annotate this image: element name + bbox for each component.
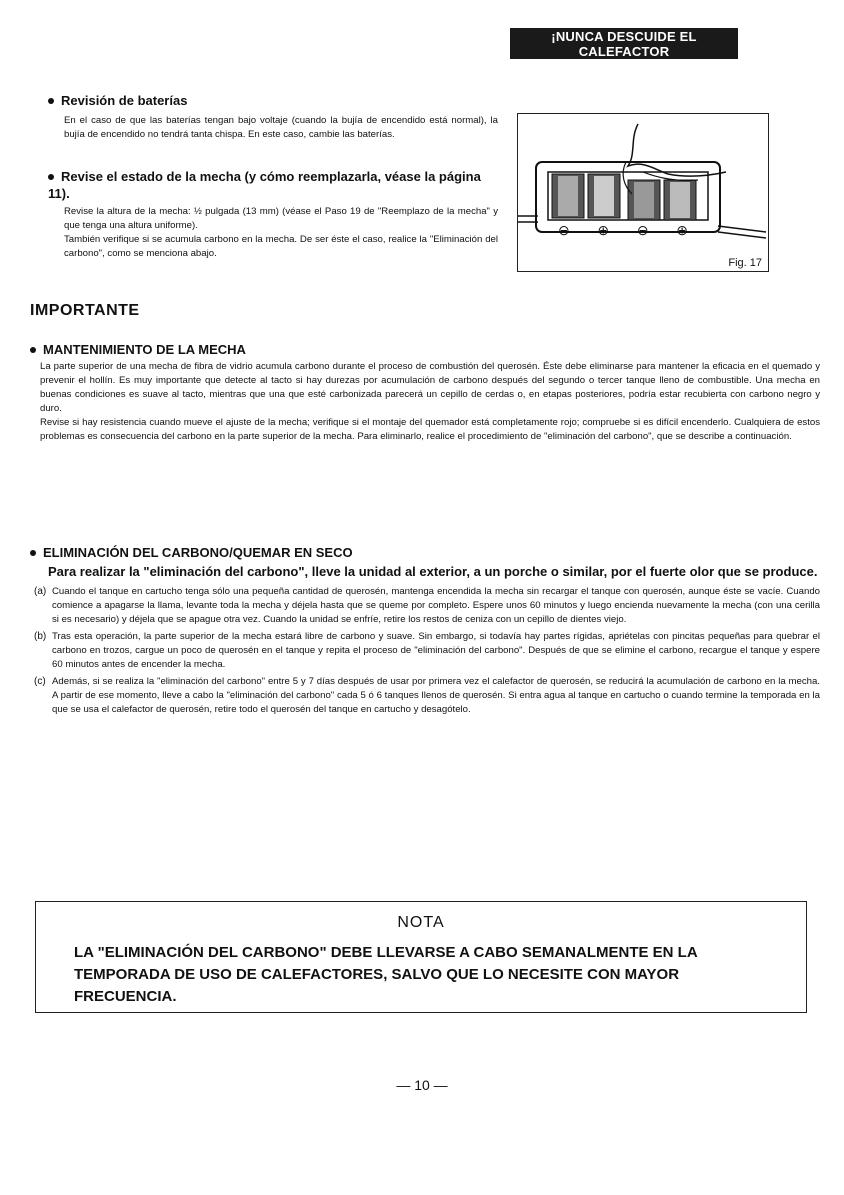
note-box [35,901,807,1013]
bullet-icon [48,98,54,104]
polarity-sign: ⊖ [636,222,649,238]
maintenance-text2: Revise si hay resistencia cuando mueve el ajuste de la mecha; verifique si el montaje del quemador está completamente rojo; compruebe si es difícil encenderlo. Cualquiera de estos problemas es consecuencia del carbono en la parte superior de la mecha. Para eliminarlo, realice el procedimiento de "eliminación del carbono", que se describe a continuación. [40,417,820,442]
polarity-sign: ⊕ [597,222,610,238]
list-item-label: (b) [34,631,47,642]
battery-compartment-illustration [518,114,768,271]
list-item-text: Cuando el tanque en cartucho tenga sólo una pequeña cantidad de querosén, mantenga encendida la mecha sin recargar el tanque con querosén, aunque éste se vacíe. Cuando comience a apagarse la llama, levante toda la mecha y déjela hasta que se queme por completo. Espere unos 60 minutos y luego encienda nuevamente la mecha (con una cerilla si es necesario) y déjela que se apague otra vez. Cuando la unidad se enfríe, retire los restos de ceniza con un cepillo de dientes viejo. [52,586,820,625]
battery-section [48,93,498,142]
wick-check-section [48,168,498,261]
figure-17 [517,113,769,272]
list-item-label: (a) [34,586,47,597]
list-item [34,630,820,672]
polarity-sign: ⊕ [676,222,688,238]
polarity-sign: ⊖ [558,222,570,238]
wick-check-text2: También verifique si se acumula carbono en la mecha. De ser éste el caso, realice la "Eliminación del carbono", como se menciona abajo. [64,234,498,259]
list-item-text: Además, si se realiza la "eliminación del carbono" entre 5 y 7 días después de usar por primera vez el calefactor de querosén, se reducirá la acumulación de carbono en la mecha. A partir de ese momento, lleve a cabo la "eliminación del carbono" cada 5 ó 6 tanques llenos de querosén. Si entra agua al tanque en cartucho o cuando termine la temporada en la que se usa el calefactor de querosén, retire todo el querosén del tanque en cartucho y desagótelo. [52,676,820,715]
carbon-removal-subheading: Para realizar la "eliminación del carbono", lleve la unidad al exterior, a un porche o similar, por el fuerte olor que se produce. [48,564,818,579]
list-item-label: (c) [34,676,46,687]
carbon-removal-section [30,545,820,717]
carbon-removal-list [34,585,820,717]
warning-banner-line1: ¡NUNCA DESCUIDE EL CALEFACTOR [551,29,697,59]
bullet-icon [30,550,36,556]
note-title: NOTA [397,914,445,931]
polarity-signs [558,222,688,239]
bullet-icon [48,174,54,180]
maintenance-text: La parte superior de una mecha de fibra de vidrio acumula carbono durante el proceso de combustión del querosén. Éste debe eliminarse para mantener la eficacia en el quemado y prevenir el hollín. Es muy importante que detecte al tacto si hay durezas por acumulación de carbono después del segundo o tercer tanque lleno de combustible. Una mecha en buenas condiciones es suave al tacto, mientras que una que esté carbonizada parecerá un cepillo de cerdas o, en etapas posteriores, podría estar recubierta con carbono negro y duro. [40,361,820,414]
battery-heading: Revisión de baterías [61,93,188,108]
warning-banner-line2: DURANTE SU FUNCIONAMIENTO! [515,59,733,74]
carbon-removal-heading: ELIMINACIÓN DEL CARBONO/QUEMAR EN SECO [43,545,353,560]
list-item [34,675,820,717]
wick-check-heading: Revise el estado de la mecha (y cómo reemplazarla, véase la página 11). [48,169,481,201]
maintenance-heading: MANTENIMIENTO DE LA MECHA [43,342,246,357]
figure-caption: Fig. 17 [728,257,762,269]
battery-text: En el caso de que las baterías tengan bajo voltaje (cuando la bujía de encendido está normal), la bujía de encendido no tendrá tanta chispa. En este caso, cambie las baterías. [64,115,498,140]
note-text: LA "ELIMINACIÓN DEL CARBONO" DEBE LLEVARSE A CABO SEMANALMENTE EN LA TEMPORADA DE USO DE CALEFACTORES, SALVO QUE LO NECESITE CON MAYOR FRECUENCIA. [74,944,698,1005]
list-item [34,585,820,627]
maintenance-section [30,342,820,444]
warning-banner [510,28,738,74]
important-title: IMPORTANTE [30,302,140,319]
bullet-icon [30,347,36,353]
wick-check-text1: Revise la altura de la mecha: ½ pulgada (13 mm) (véase el Paso 19 de "Reemplazo de la mecha" y que tenga una altura uniforme). [64,206,498,231]
list-item-text: Tras esta operación, la parte superior de la mecha estará libre de carbono y suave. Sin embargo, si todavía hay partes rígidas, apriételas con pincitas pequeñas para quebrar el carbono en trozos, cargue un poco de querosén en el tanque y repita el proceso de "eliminación del carbono". Después de que se elimine el carbono, recargue el tanque y espere 60 minutos antes de encender la mecha. [52,631,820,670]
page-number: — 10 — [396,1077,448,1093]
